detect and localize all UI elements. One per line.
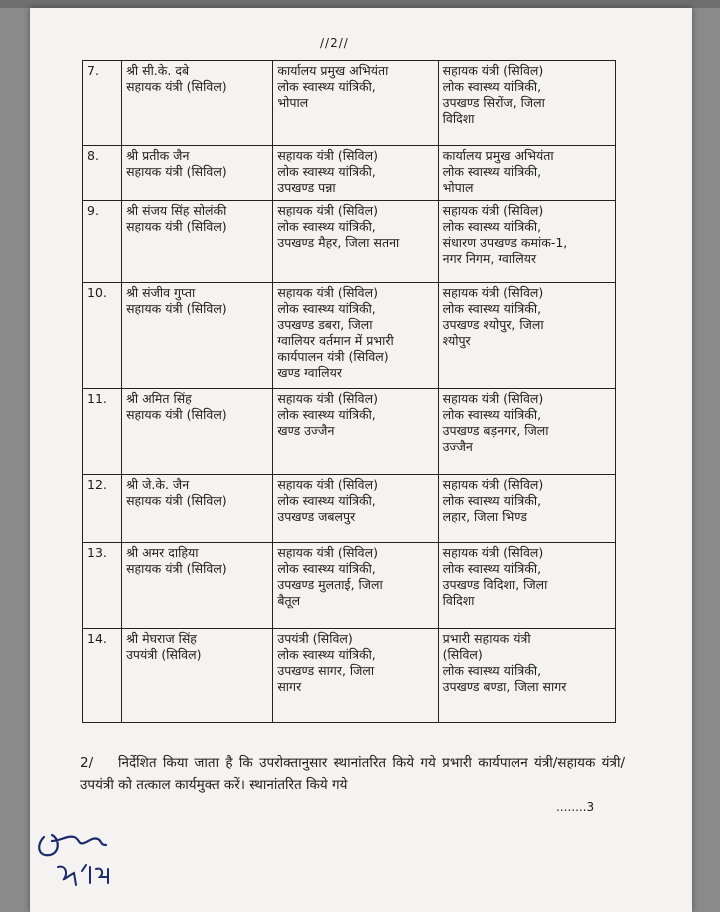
table-row — [83, 146, 616, 201]
current-posting: सहायक यंत्री (सिविल) लोक स्वास्थ्य यांत्रिकी, उपखण्ड जबलपुर — [273, 475, 438, 543]
current-posting: सहायक यंत्री (सिविल) लोक स्वास्थ्य यांत्रिकी, उपखण्ड पन्ना — [273, 146, 438, 201]
new-posting: सहायक यंत्री (सिविल) लोक स्वास्थ्य यांत्रिकी, उपखण्ड विदिशा, जिला विदिशा — [438, 543, 615, 629]
current-posting: सहायक यंत्री (सिविल) लोक स्वास्थ्य यांत्रिकी, उपखण्ड मैहर, जिला सतना — [273, 201, 438, 283]
row-number: 12. — [83, 475, 122, 543]
row-number: 7. — [83, 61, 122, 146]
table-row — [83, 61, 616, 146]
table-row — [83, 475, 616, 543]
handwritten-signature — [30, 815, 140, 895]
top-border — [0, 0, 720, 8]
officer-name: श्री संजीव गुप्ता सहायक यंत्री (सिविल) — [122, 283, 273, 389]
new-posting: सहायक यंत्री (सिविल) लोक स्वास्थ्य यांत्रिकी, लहार, जिला भिण्ड — [438, 475, 615, 543]
new-posting: सहायक यंत्री (सिविल) लोक स्वास्थ्य यांत्रिकी, उपखण्ड श्योपुर, जिला श्योपुर — [438, 283, 615, 389]
table-row — [83, 389, 616, 475]
officer-name: श्री अमर दाहिया सहायक यंत्री (सिविल) — [122, 543, 273, 629]
current-posting: सहायक यंत्री (सिविल) लोक स्वास्थ्य यांत्रिकी, उपखण्ड डबरा, जिला ग्वालियर वर्तमान में प्रभारी कार्यपालन यंत्री (सिविल) खण्ड ग्वालियर — [273, 283, 438, 389]
row-number: 8. — [83, 146, 122, 201]
officer-name: श्री अमित सिंह सहायक यंत्री (सिविल) — [122, 389, 273, 475]
new-posting: सहायक यंत्री (सिविल) लोक स्वास्थ्य यांत्रिकी, संधारण उपखण्ड कमांक-1, नगर निगम, ग्वालियर — [438, 201, 615, 283]
current-posting: सहायक यंत्री (सिविल) लोक स्वास्थ्य यांत्रिकी, खण्ड उज्जैन — [273, 389, 438, 475]
current-posting: सहायक यंत्री (सिविल) लोक स्वास्थ्य यांत्रिकी, उपखण्ड मुलताई, जिला बैतूल — [273, 543, 438, 629]
continuation-marker: ........3 — [556, 800, 595, 814]
officer-name: श्री प्रतीक जैन सहायक यंत्री (सिविल) — [122, 146, 273, 201]
officer-name: श्री मेघराज सिंह उपयंत्री (सिविल) — [122, 629, 273, 723]
row-number: 11. — [83, 389, 122, 475]
instruction-paragraph — [80, 752, 625, 796]
table-row — [83, 283, 616, 389]
new-posting: सहायक यंत्री (सिविल) लोक स्वास्थ्य यांत्रिकी, उपखण्ड बड़नगर, जिला उज्जैन — [438, 389, 615, 475]
row-number: 9. — [83, 201, 122, 283]
paragraph-text: निर्देशित किया जाता है कि उपरोक्तानुसार स्थानांतरित किये गये प्रभारी कार्यपालन यंत्री/सहायक यंत्री/उपयंत्री को तत्काल कार्यमुक्त करें। स्थानांतरित किये गये — [80, 755, 625, 793]
new-posting: कार्यालय प्रमुख अभियंता लोक स्वास्थ्य यांत्रिकी, भोपाल — [438, 146, 615, 201]
paragraph-number: 2/ — [80, 755, 94, 771]
current-posting: उपयंत्री (सिविल) लोक स्वास्थ्य यांत्रिकी, उपखण्ड सागर, जिला सागर — [273, 629, 438, 723]
row-number: 10. — [83, 283, 122, 389]
table-row — [83, 629, 616, 723]
officer-name: श्री सी.के. दबे सहायक यंत्री (सिविल) — [122, 61, 273, 146]
table-row — [83, 201, 616, 283]
new-posting: प्रभारी सहायक यंत्री (सिविल) लोक स्वास्थ्य यांत्रिकी, उपखण्ड बण्डा, जिला सागर — [438, 629, 615, 723]
current-posting: कार्यालय प्रमुख अभियंता लोक स्वास्थ्य यांत्रिकी, भोपाल — [273, 61, 438, 146]
table-row — [83, 543, 616, 629]
new-posting: सहायक यंत्री (सिविल) लोक स्वास्थ्य यांत्रिकी, उपखण्ड सिरोंज, जिला विदिशा — [438, 61, 615, 146]
page-number: //2// — [320, 36, 349, 50]
officer-name: श्री संजय सिंह सोलंकी सहायक यंत्री (सिविल) — [122, 201, 273, 283]
transfer-table — [82, 60, 616, 723]
officer-name: श्री जे.के. जैन सहायक यंत्री (सिविल) — [122, 475, 273, 543]
row-number: 13. — [83, 543, 122, 629]
row-number: 14. — [83, 629, 122, 723]
